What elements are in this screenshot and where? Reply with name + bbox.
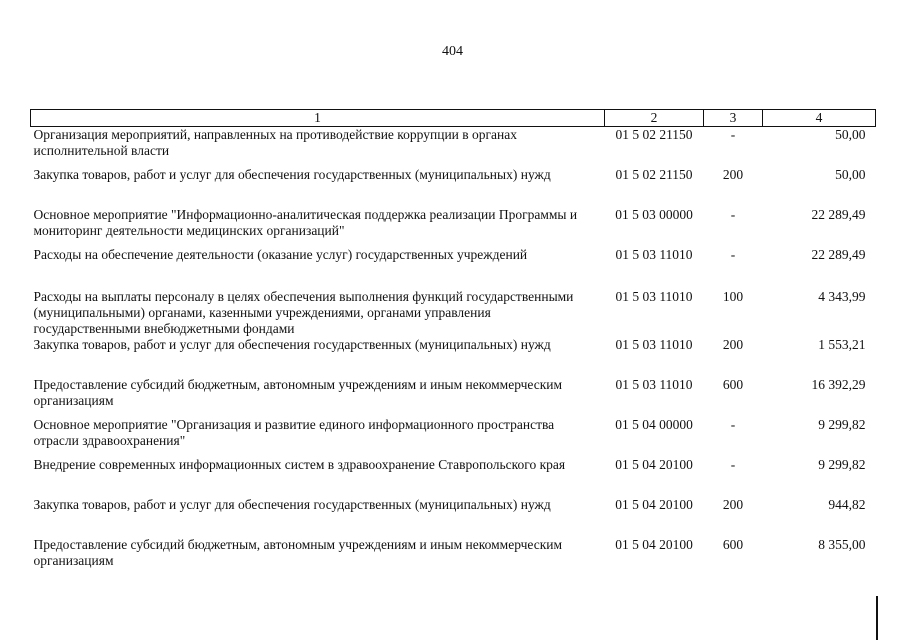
row-type: - (730, 417, 736, 432)
row-amount: 1 553,21 (818, 337, 866, 352)
table-header (31, 110, 876, 127)
scan-edge-mark (876, 596, 878, 640)
row-amount: 50,00 (835, 127, 866, 142)
row-amount: 8 355,00 (818, 537, 866, 552)
row-code: 01 5 04 20100 (615, 537, 693, 552)
table-row (31, 537, 876, 577)
table-row (31, 417, 876, 457)
row-code: 01 5 03 11010 (615, 247, 693, 262)
row-amount: 22 289,49 (811, 207, 866, 222)
row-name: Основное мероприятие "Организация и развитие единого информационного пространства отрасли здравоохранения" (33, 417, 555, 448)
row-type: 600 (722, 537, 744, 552)
table-row (31, 289, 876, 337)
row-amount: 22 289,49 (811, 247, 866, 262)
row-amount: 50,00 (835, 167, 866, 182)
row-name: Закупка товаров, работ и услуг для обеспечения государственных (муниципальных) нужд (33, 497, 551, 512)
row-name: Предоставление субсидий бюджетным, автономным учреждениям и иным некоммерческим организациям (33, 537, 563, 568)
table-row (31, 497, 876, 537)
row-type: 200 (722, 167, 744, 182)
row-type: 600 (722, 377, 744, 392)
row-code: 01 5 03 00000 (615, 207, 693, 222)
row-name: Организация мероприятий, направленных на противодействие коррупции в органах исполнительной власти (33, 127, 518, 158)
row-code: 01 5 02 21150 (615, 127, 693, 142)
row-amount: 16 392,29 (811, 377, 866, 392)
row-type: - (730, 127, 736, 142)
row-amount: 9 299,82 (818, 417, 866, 432)
header-col-4: 4 (763, 110, 876, 127)
row-type: - (730, 247, 736, 262)
row-type: - (730, 457, 736, 472)
table-row (31, 167, 876, 207)
header-col-2: 2 (605, 110, 704, 127)
header-row (31, 110, 876, 127)
row-amount: 9 299,82 (818, 457, 866, 472)
header-col-3: 3 (704, 110, 763, 127)
page-number: 404 (442, 44, 463, 59)
row-code: 01 5 03 11010 (615, 377, 693, 392)
row-code: 01 5 03 11010 (615, 289, 693, 304)
row-code: 01 5 03 11010 (615, 337, 693, 352)
table-row (31, 247, 876, 289)
row-type: 200 (722, 337, 744, 352)
row-name: Предоставление субсидий бюджетным, автономным учреждениям и иным некоммерческим организациям (33, 377, 563, 408)
table-row (31, 377, 876, 417)
row-code: 01 5 04 00000 (615, 417, 693, 432)
row-type: 200 (722, 497, 744, 512)
row-type: - (730, 207, 736, 222)
row-name: Расходы на выплаты персоналу в целях обеспечения выполнения функций государственными (муниципальными) органами, казенными учреждениями, органами управления государственными внебюджетными фондами (33, 289, 574, 336)
row-amount: 944,82 (828, 497, 866, 512)
row-name: Основное мероприятие "Информационно-аналитическая поддержка реализации Программы и мониторинг деятельности медицинских организаций" (33, 207, 578, 238)
budget-table (30, 109, 876, 577)
table-row (31, 457, 876, 497)
row-type: 100 (722, 289, 744, 304)
row-amount: 4 343,99 (818, 289, 866, 304)
row-name: Закупка товаров, работ и услуг для обеспечения государственных (муниципальных) нужд (33, 337, 551, 352)
header-col-1: 1 (31, 110, 605, 127)
table-row (31, 207, 876, 247)
table-body (31, 127, 876, 578)
row-code: 01 5 04 20100 (615, 497, 693, 512)
row-name: Закупка товаров, работ и услуг для обеспечения государственных (муниципальных) нужд (33, 167, 551, 182)
table-row (31, 127, 876, 168)
row-name: Расходы на обеспечение деятельности (оказание услуг) государственных учреждений (33, 247, 528, 262)
row-code: 01 5 04 20100 (615, 457, 693, 472)
table-row (31, 337, 876, 377)
row-name: Внедрение современных информационных систем в здравоохранение Ставропольского края (33, 457, 566, 472)
row-code: 01 5 02 21150 (615, 167, 693, 182)
